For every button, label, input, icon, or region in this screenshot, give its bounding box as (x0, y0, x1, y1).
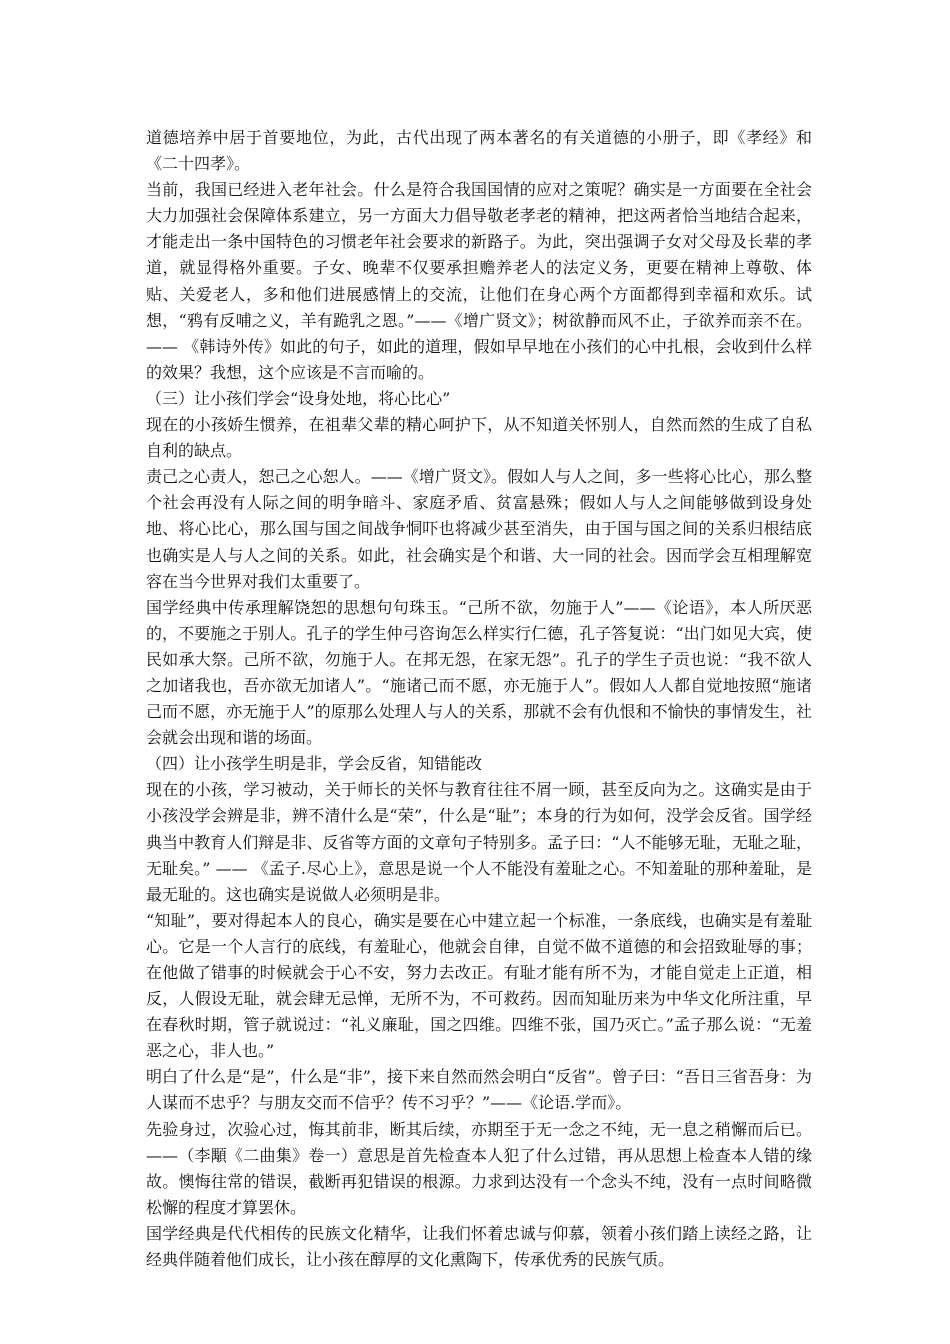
paragraph-sense-of-shame: “知耻”，要对得起本人的良心，确实是要在心中建立起一个标准，一条底线，也确实是有羞耻心。它是一个人言行的底线，有羞耻心，他就会自律，自觉不做不道德的和会招致耻辱的事；在他做了错事的时候就会于心不安，努力去改正。有耻才能有所不为，才能自觉走上正道，相反，人假设无耻，就会肆无忌惮，无所不为，不可救药。因而知耻历来为中华文化所注重，早在春秋时期，管子就说过：“礼义廉耻，国之四维。四维不张，国乃灭亡。”孟子那么说：“无羞恶之心，非人也。” (146, 910, 812, 1061)
section-heading-4: （四）让小孩学生明是非，学会反省，知错能改 (146, 754, 483, 774)
paragraph-spoiled-children: 现在的小孩娇生惯养，在祖辈父辈的精心呵护下，从不知道关怀别人，自然而然的生成了自私自利的缺点。 (146, 415, 812, 461)
paragraph-filial-booklets: 道德培养中居于首要地位，为此，古代出现了两本著名的有关道德的小册子，即《孝经》和《二十四孝》。 (146, 128, 812, 174)
paragraph-aging-society: 当前，我国已经进入老年社会。什么是符合我国国情的应对之策呢？确实是一方面要在全社会大力加强社会保障体系建立，另一方面大力倡导敬老孝老的精神，把这两者恰当地结合起来，才能走出一条中国特色的习惯老年社会要求的新路子。为此，突出强调子女对父母及长辈的孝道，就显得格外重要。子女、晚辈不仅要承担赡养老人的法定义务，更要在精神上尊敬、体贴、关爱老人，多和他们进展感情上的交流，让他们在身心两个方面都得到幸福和欢乐。试想，“鸦有反哺之义，羊有跪乳之恩。”——《增广贤文》；树欲静而风不止，子欲养而亲不在。—— 《韩诗外传》如此的句子，如此的道理，假如早早地在小孩们的心中扎根，会收到什么样的效果？我想，这个应该是不言而喻的。 (146, 180, 812, 382)
document-body (146, 125, 812, 1273)
paragraph-forgiveness-classics: 国学经典中传承理解饶恕的思想句句珠玉。“己所不欲，勿施于人”——《论语》，本人所厌恶的，不要施之于别人。孔子的学生仲弓咨询怎么样实行仁德，孔子答复说：“出门如见大宾，使民如承大祭。己所不欲，勿施于人。在邦无怨，在家无怨”。孔子的学生子贡也说：“我不欲人之加诸我也，吾亦欲无加诸人”。“施诸己而不愿，亦无施于人”。假如人人都自觉地按照“施诸己而不愿，亦无施于人”的原那么处理人与人的关系，那就不会有仇恨和不愉快的事情发生，社会就会出现和谐的场面。 (146, 597, 812, 748)
paragraph-examine-faults: 先验身过，次验心过，悔其前非，断其后续，亦期至于无一念之不纯，无一息之稍懈而后已。——（李顒《二曲集》卷一）意思是首先检查本人犯了什么过错，再从思想上检查本人错的缘故。懊悔往常的错误，截断再犯错误的根源。力求到达没有一个念头不纯，没有一点时间略微松懈的程度才算罢休。 (146, 1119, 812, 1217)
paragraph-right-and-wrong: 现在的小孩，学习被动，关于师长的关怀与教育往往不屑一顾，甚至反向为之。这确实是由于小孩没学会辨是非，辨不清什么是“荣”，什么是“耻”；本身的行为如何，没学会反省。国学经典当中教育人们辩是非、反省等方面的文章句子特别多。孟子曰：“人不能够无耻，无耻之耻，无耻矣。” —— 《孟子.尽心上》，意思是说一个人不能没有羞耻之心。不知羞耻的那种羞耻，是最无耻的。这也确实是说做人必须明是非。 (146, 780, 812, 904)
paragraph-self-reflection: 明白了什么是“是”，什么是“非”，接下来自然而然会明白“反省”。曾子曰：“吾日三省吾身：为人谋而不忠乎？与朋友交而不信乎？传不习乎？”——《论语.学而》。 (146, 1067, 812, 1113)
section-heading-3: （三）让小孩们学会“设身处地，将心比心” (146, 388, 451, 408)
paragraph-conclusion: 国学经典是代代相传的民族文化精华，让我们怀着忠诚与仰慕，领着小孩们踏上读经之路，让经典伴随着他们成长，让小孩在醇厚的文化熏陶下，传承优秀的民族气质。 (146, 1223, 812, 1270)
paragraph-empathy: 责己之心责人，恕己之心恕人。——《增广贤文》。假如人与人之间，多一些将心比心，那么整个社会再没有人际之间的明争暗斗、家庭矛盾、贫富悬殊；假如人与人之间能够做到设身处地、将心比心，那么国与国之间战争恫吓也将减少甚至消失，由于国与国之间的关系归根结底也确实是人与人之间的关系。如此，社会确实是个和谐、大一同的社会。因而学会互相理解宽容在当今世界对我们太重要了。 (146, 467, 812, 591)
